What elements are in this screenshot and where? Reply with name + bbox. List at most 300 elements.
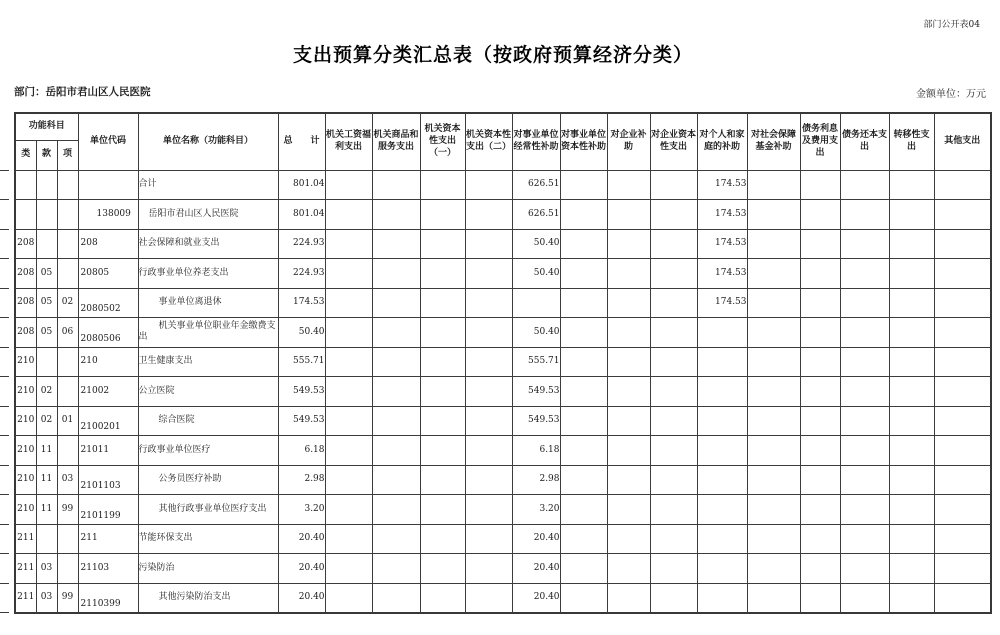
unit-code-cell: 208 — [78, 229, 138, 259]
func-kuan-cell: 03 — [36, 554, 57, 584]
zhaiwu-huanben-cell — [840, 377, 889, 407]
jiguan-ziben-1-cell — [420, 583, 465, 613]
jiguan-ziben-1-cell — [420, 377, 465, 407]
func-xiang-cell: 06 — [57, 318, 78, 348]
qiye-ziben-cell — [650, 495, 697, 525]
zhuanyi-cell — [889, 259, 934, 289]
qiye-buzhu-cell — [607, 583, 650, 613]
func-xiang-cell: 02 — [57, 288, 78, 318]
shiye-ziben-cell — [560, 554, 607, 584]
shiye-jingchang-cell: 50.40 — [512, 229, 560, 259]
shiye-jingchang-cell: 20.40 — [512, 524, 560, 554]
jiguan-gongzi-cell — [325, 318, 372, 348]
shiye-jingchang-cell — [512, 288, 560, 318]
shiye-ziben-cell — [560, 288, 607, 318]
table-row — [15, 259, 991, 289]
total-cell: 549.53 — [278, 406, 325, 436]
row-tick — [0, 288, 9, 289]
jiguan-ziben-1-cell — [420, 318, 465, 348]
jiguan-ziben-2-cell — [465, 318, 512, 348]
func-xiang-cell: 99 — [57, 583, 78, 613]
table-body — [15, 170, 991, 613]
func-xiang-cell — [57, 436, 78, 466]
zhaiwu-lixi-cell — [800, 347, 840, 377]
jiguan-ziben-2-cell — [465, 347, 512, 377]
qiye-buzhu-cell — [607, 465, 650, 495]
jiguan-gongzi-cell — [325, 524, 372, 554]
qita-cell — [934, 347, 991, 377]
department-label: 部门：岳阳市君山区人民医院 — [14, 86, 151, 98]
table-row — [15, 583, 991, 613]
unit-code-cell: 210 — [78, 347, 138, 377]
unit-code-cell: 2080502 — [78, 288, 138, 318]
func-xiang-cell — [57, 554, 78, 584]
jiguan-ziben-1-cell — [420, 170, 465, 200]
header-jiguan-ziben-2: 机关资本性支出（二） — [465, 113, 512, 170]
header-jiguan-ziben-1: 机关资本性支出（一） — [420, 113, 465, 170]
geren-jiating-cell: 174.53 — [697, 229, 747, 259]
zhuanyi-cell — [889, 170, 934, 200]
jiguan-gongzi-cell — [325, 377, 372, 407]
unit-code-cell: 211 — [78, 524, 138, 554]
geren-jiating-cell — [697, 465, 747, 495]
geren-jiating-cell — [697, 583, 747, 613]
qiye-buzhu-cell — [607, 406, 650, 436]
jiguan-ziben-2-cell — [465, 288, 512, 318]
func-xiang-cell: 99 — [57, 495, 78, 525]
table-row — [15, 229, 991, 259]
zhuanyi-cell — [889, 406, 934, 436]
func-xiang-cell — [57, 524, 78, 554]
table-row — [15, 347, 991, 377]
zhaiwu-lixi-cell — [800, 229, 840, 259]
func-kuan-cell — [36, 200, 57, 230]
jiguan-shangpin-cell — [372, 229, 420, 259]
jiguan-ziben-2-cell — [465, 377, 512, 407]
total-cell: 20.40 — [278, 583, 325, 613]
zhaiwu-huanben-cell — [840, 495, 889, 525]
shiye-ziben-cell — [560, 465, 607, 495]
func-kuan-cell — [36, 170, 57, 200]
jiguan-ziben-1-cell — [420, 229, 465, 259]
jiguan-shangpin-cell — [372, 465, 420, 495]
zhaiwu-lixi-cell — [800, 495, 840, 525]
jiguan-ziben-2-cell — [465, 200, 512, 230]
unit-code-cell: 2080506 — [78, 318, 138, 348]
unit-name-cell: 公立医院 — [138, 377, 278, 407]
jiguan-ziben-2-cell — [465, 259, 512, 289]
shiye-ziben-cell — [560, 377, 607, 407]
table-row — [15, 554, 991, 584]
table-row — [15, 318, 991, 348]
jiguan-shangpin-cell — [372, 406, 420, 436]
unit-name-cell: 节能环保支出 — [138, 524, 278, 554]
shebao-jijin-cell — [747, 170, 800, 200]
jiguan-ziben-2-cell — [465, 554, 512, 584]
func-xiang-cell — [57, 229, 78, 259]
shiye-ziben-cell — [560, 583, 607, 613]
func-lei-cell: 210 — [15, 465, 36, 495]
row-tick — [0, 553, 9, 554]
header-func-kuan: 款 — [36, 140, 57, 170]
shebao-jijin-cell — [747, 229, 800, 259]
jiguan-gongzi-cell — [325, 259, 372, 289]
jiguan-ziben-1-cell — [420, 259, 465, 289]
unit-code-cell: 20805 — [78, 259, 138, 289]
geren-jiating-cell: 174.53 — [697, 259, 747, 289]
total-cell: 2.98 — [278, 465, 325, 495]
func-lei-cell: 211 — [15, 554, 36, 584]
unit-name-cell: 社会保障和就业支出 — [138, 229, 278, 259]
qita-cell — [934, 259, 991, 289]
func-kuan-cell — [36, 229, 57, 259]
shiye-ziben-cell — [560, 436, 607, 466]
jiguan-ziben-1-cell — [420, 288, 465, 318]
amount-unit-label: 金额单位：万元 — [916, 89, 986, 100]
zhaiwu-lixi-cell — [800, 288, 840, 318]
jiguan-shangpin-cell — [372, 259, 420, 289]
qiye-buzhu-cell — [607, 229, 650, 259]
jiguan-ziben-1-cell — [420, 465, 465, 495]
zhuanyi-cell — [889, 288, 934, 318]
qita-cell — [934, 554, 991, 584]
func-lei-cell: 210 — [15, 495, 36, 525]
func-lei-cell: 211 — [15, 524, 36, 554]
zhaiwu-lixi-cell — [800, 170, 840, 200]
jiguan-shangpin-cell — [372, 318, 420, 348]
shebao-jijin-cell — [747, 347, 800, 377]
geren-jiating-cell — [697, 377, 747, 407]
total-cell: 20.40 — [278, 524, 325, 554]
shebao-jijin-cell — [747, 465, 800, 495]
shiye-jingchang-cell: 549.53 — [512, 377, 560, 407]
shiye-jingchang-cell: 626.51 — [512, 200, 560, 230]
jiguan-ziben-2-cell — [465, 524, 512, 554]
jiguan-ziben-2-cell — [465, 465, 512, 495]
unit-name-cell: 岳阳市君山区人民医院 — [138, 200, 278, 230]
total-cell: 549.53 — [278, 377, 325, 407]
shiye-jingchang-cell: 50.40 — [512, 259, 560, 289]
shiye-ziben-cell — [560, 406, 607, 436]
shiye-ziben-cell — [560, 318, 607, 348]
func-kuan-cell: 05 — [36, 259, 57, 289]
shiye-jingchang-cell: 20.40 — [512, 583, 560, 613]
zhaiwu-huanben-cell — [840, 583, 889, 613]
zhuanyi-cell — [889, 347, 934, 377]
qita-cell — [934, 229, 991, 259]
jiguan-gongzi-cell — [325, 583, 372, 613]
func-lei-cell: 210 — [15, 436, 36, 466]
jiguan-shangpin-cell — [372, 377, 420, 407]
shiye-jingchang-cell: 20.40 — [512, 554, 560, 584]
unit-name-cell: 机关事业单位职业年金缴费支出 — [138, 318, 278, 348]
table-row — [15, 170, 991, 200]
shebao-jijin-cell — [747, 436, 800, 466]
zhaiwu-huanben-cell — [840, 524, 889, 554]
jiguan-ziben-2-cell — [465, 583, 512, 613]
func-kuan-cell: 03 — [36, 583, 57, 613]
shebao-jijin-cell — [747, 495, 800, 525]
qiye-ziben-cell — [650, 406, 697, 436]
jiguan-gongzi-cell — [325, 465, 372, 495]
unit-name-cell: 卫生健康支出 — [138, 347, 278, 377]
unit-name-cell: 其他污染防治支出 — [138, 583, 278, 613]
row-tick — [0, 435, 9, 436]
qiye-ziben-cell — [650, 318, 697, 348]
func-xiang-cell — [57, 377, 78, 407]
shiye-jingchang-cell: 555.71 — [512, 347, 560, 377]
jiguan-ziben-2-cell — [465, 229, 512, 259]
jiguan-ziben-1-cell — [420, 406, 465, 436]
zhuanyi-cell — [889, 200, 934, 230]
qita-cell — [934, 318, 991, 348]
unit-name-cell: 综合医院 — [138, 406, 278, 436]
header-jiguan-gongzi: 机关工资福利支出 — [325, 113, 372, 170]
jiguan-shangpin-cell — [372, 200, 420, 230]
shiye-ziben-cell — [560, 200, 607, 230]
qiye-ziben-cell — [650, 259, 697, 289]
zhaiwu-huanben-cell — [840, 554, 889, 584]
func-lei-cell: 211 — [15, 583, 36, 613]
shiye-ziben-cell — [560, 495, 607, 525]
row-tick — [0, 347, 9, 348]
geren-jiating-cell — [697, 436, 747, 466]
total-cell: 224.93 — [278, 229, 325, 259]
func-xiang-cell — [57, 347, 78, 377]
geren-jiating-cell — [697, 554, 747, 584]
func-kuan-cell: 05 — [36, 318, 57, 348]
qiye-ziben-cell — [650, 377, 697, 407]
zhaiwu-huanben-cell — [840, 288, 889, 318]
qita-cell — [934, 495, 991, 525]
zhaiwu-lixi-cell — [800, 524, 840, 554]
jiguan-gongzi-cell — [325, 229, 372, 259]
zhuanyi-cell — [889, 436, 934, 466]
jiguan-shangpin-cell — [372, 495, 420, 525]
row-tick — [0, 229, 9, 230]
qita-cell — [934, 406, 991, 436]
jiguan-ziben-1-cell — [420, 524, 465, 554]
qiye-ziben-cell — [650, 229, 697, 259]
row-tick — [0, 406, 9, 407]
func-lei-cell: 210 — [15, 377, 36, 407]
geren-jiating-cell: 174.53 — [697, 170, 747, 200]
zhuanyi-cell — [889, 495, 934, 525]
qiye-ziben-cell — [650, 524, 697, 554]
jiguan-gongzi-cell — [325, 200, 372, 230]
shebao-jijin-cell — [747, 377, 800, 407]
header-zhuanyi: 转移性支出 — [889, 113, 934, 170]
func-xiang-cell — [57, 170, 78, 200]
row-tick — [0, 612, 9, 613]
qita-cell — [934, 170, 991, 200]
jiguan-gongzi-cell — [325, 554, 372, 584]
header-shiye-jingchang: 对事业单位经常性补助 — [512, 113, 560, 170]
jiguan-ziben-1-cell — [420, 200, 465, 230]
zhaiwu-huanben-cell — [840, 259, 889, 289]
shiye-jingchang-cell: 549.53 — [512, 406, 560, 436]
zhaiwu-lixi-cell — [800, 406, 840, 436]
qiye-buzhu-cell — [607, 347, 650, 377]
jiguan-ziben-1-cell — [420, 495, 465, 525]
jiguan-gongzi-cell — [325, 288, 372, 318]
shebao-jijin-cell — [747, 524, 800, 554]
unit-name-cell: 其他行政事业单位医疗支出 — [138, 495, 278, 525]
qiye-ziben-cell — [650, 583, 697, 613]
func-kuan-cell — [36, 524, 57, 554]
unit-code-cell: 21011 — [78, 436, 138, 466]
func-lei-cell: 210 — [15, 347, 36, 377]
geren-jiating-cell — [697, 495, 747, 525]
row-tick — [0, 465, 9, 466]
jiguan-gongzi-cell — [325, 170, 372, 200]
unit-name-cell: 事业单位离退休 — [138, 288, 278, 318]
zhuanyi-cell — [889, 554, 934, 584]
header-qita: 其他支出 — [934, 113, 991, 170]
jiguan-shangpin-cell — [372, 170, 420, 200]
budget-table — [14, 112, 992, 614]
qita-cell — [934, 377, 991, 407]
qiye-ziben-cell — [650, 288, 697, 318]
shiye-ziben-cell — [560, 170, 607, 200]
total-cell: 555.71 — [278, 347, 325, 377]
header-func-xiang: 项 — [57, 140, 78, 170]
zhaiwu-lixi-cell — [800, 554, 840, 584]
shiye-ziben-cell — [560, 524, 607, 554]
zhaiwu-lixi-cell — [800, 465, 840, 495]
unit-code-cell: 2110399 — [78, 583, 138, 613]
header-geren-jiating: 对个人和家庭的补助 — [697, 113, 747, 170]
header-total: 总 计 — [278, 113, 325, 170]
geren-jiating-cell — [697, 406, 747, 436]
table-row — [15, 495, 991, 525]
unit-code-cell: 2101199 — [78, 495, 138, 525]
header-jiguan-shangpin: 机关商品和服务支出 — [372, 113, 420, 170]
table-row — [15, 465, 991, 495]
qiye-ziben-cell — [650, 436, 697, 466]
shiye-ziben-cell — [560, 259, 607, 289]
unit-name-cell: 合计 — [138, 170, 278, 200]
header-zhaiwu-lixi: 债务利息及费用支出 — [800, 113, 840, 170]
func-lei-cell — [15, 170, 36, 200]
geren-jiating-cell: 174.53 — [697, 288, 747, 318]
total-cell: 174.53 — [278, 288, 325, 318]
func-kuan-cell: 02 — [36, 406, 57, 436]
qiye-ziben-cell — [650, 170, 697, 200]
unit-name-cell: 行政事业单位养老支出 — [138, 259, 278, 289]
table-row — [15, 524, 991, 554]
jiguan-shangpin-cell — [372, 288, 420, 318]
shebao-jijin-cell — [747, 318, 800, 348]
jiguan-gongzi-cell — [325, 406, 372, 436]
table-row — [15, 406, 991, 436]
zhaiwu-huanben-cell — [840, 436, 889, 466]
func-lei-cell — [15, 200, 36, 230]
row-tick — [0, 199, 9, 200]
zhaiwu-lixi-cell — [800, 583, 840, 613]
shiye-jingchang-cell: 2.98 — [512, 465, 560, 495]
jiguan-shangpin-cell — [372, 524, 420, 554]
shiye-jingchang-cell: 3.20 — [512, 495, 560, 525]
qiye-buzhu-cell — [607, 495, 650, 525]
geren-jiating-cell — [697, 347, 747, 377]
shebao-jijin-cell — [747, 406, 800, 436]
header-qiye-buzhu: 对企业补助 — [607, 113, 650, 170]
row-tick — [0, 524, 9, 525]
jiguan-ziben-1-cell — [420, 436, 465, 466]
zhaiwu-lixi-cell — [800, 200, 840, 230]
func-xiang-cell: 01 — [57, 406, 78, 436]
zhaiwu-lixi-cell — [800, 436, 840, 466]
total-cell: 3.20 — [278, 495, 325, 525]
jiguan-ziben-2-cell — [465, 406, 512, 436]
total-cell: 6.18 — [278, 436, 325, 466]
zhaiwu-huanben-cell — [840, 200, 889, 230]
qita-cell — [934, 436, 991, 466]
total-cell: 801.04 — [278, 170, 325, 200]
qiye-buzhu-cell — [607, 524, 650, 554]
qiye-buzhu-cell — [607, 554, 650, 584]
qiye-ziben-cell — [650, 347, 697, 377]
qita-cell — [934, 465, 991, 495]
shebao-jijin-cell — [747, 288, 800, 318]
zhaiwu-lixi-cell — [800, 259, 840, 289]
shebao-jijin-cell — [747, 554, 800, 584]
unit-name-cell: 污染防治 — [138, 554, 278, 584]
qiye-buzhu-cell — [607, 170, 650, 200]
row-tick — [0, 494, 9, 495]
geren-jiating-cell: 174.53 — [697, 200, 747, 230]
func-lei-cell: 208 — [15, 318, 36, 348]
header-shiye-ziben: 对事业单位资本性补助 — [560, 113, 607, 170]
func-lei-cell: 208 — [15, 259, 36, 289]
func-lei-cell: 208 — [15, 288, 36, 318]
shiye-jingchang-cell: 6.18 — [512, 436, 560, 466]
unit-name-cell: 公务员医疗补助 — [138, 465, 278, 495]
zhaiwu-huanben-cell — [840, 229, 889, 259]
zhaiwu-huanben-cell — [840, 170, 889, 200]
zhuanyi-cell — [889, 377, 934, 407]
zhaiwu-huanben-cell — [840, 465, 889, 495]
zhuanyi-cell — [889, 318, 934, 348]
qita-cell — [934, 200, 991, 230]
zhaiwu-huanben-cell — [840, 318, 889, 348]
shiye-ziben-cell — [560, 229, 607, 259]
geren-jiating-cell — [697, 524, 747, 554]
qiye-buzhu-cell — [607, 259, 650, 289]
page-title: 支出预算分类汇总表（按政府预算经济分类） — [292, 44, 693, 66]
table-row — [15, 200, 991, 230]
zhaiwu-lixi-cell — [800, 318, 840, 348]
jiguan-shangpin-cell — [372, 436, 420, 466]
total-cell: 20.40 — [278, 554, 325, 584]
qiye-buzhu-cell — [607, 377, 650, 407]
jiguan-ziben-2-cell — [465, 495, 512, 525]
func-lei-cell: 210 — [15, 406, 36, 436]
jiguan-ziben-2-cell — [465, 436, 512, 466]
jiguan-ziben-2-cell — [465, 170, 512, 200]
func-kuan-cell: 05 — [36, 288, 57, 318]
func-xiang-cell — [57, 259, 78, 289]
unit-code-cell: 138009 — [78, 200, 138, 230]
row-tick — [0, 258, 9, 259]
shebao-jijin-cell — [747, 200, 800, 230]
func-kuan-cell: 11 — [36, 436, 57, 466]
func-kuan-cell: 11 — [36, 465, 57, 495]
zhaiwu-huanben-cell — [840, 347, 889, 377]
unit-code-cell — [78, 170, 138, 200]
row-tick — [0, 376, 9, 377]
